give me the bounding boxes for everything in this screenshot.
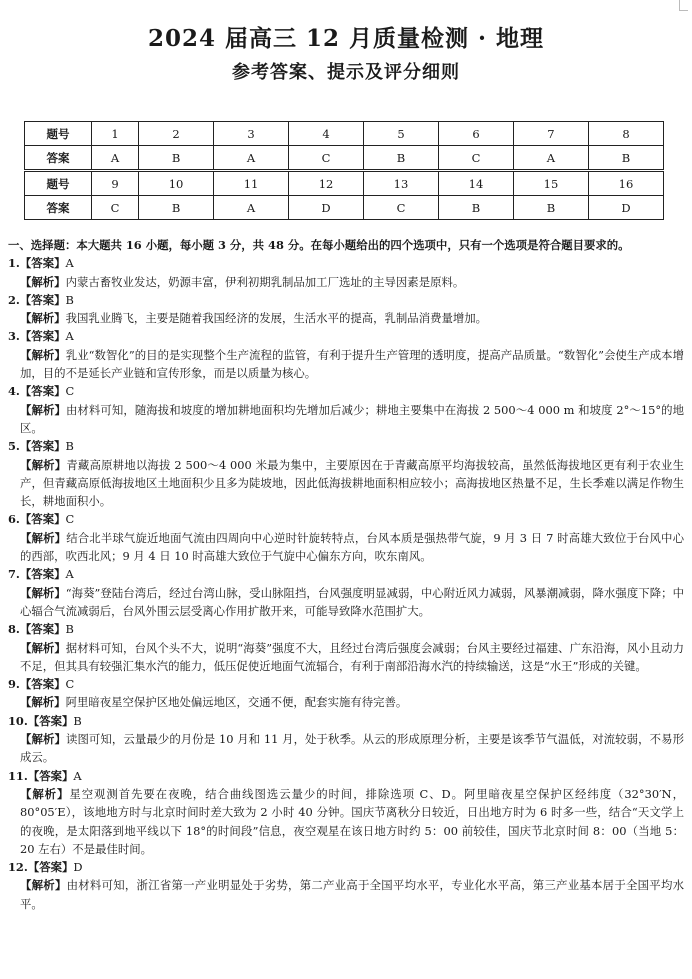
answer-tag: 【答案】 (27, 860, 74, 875)
table-cell: B (139, 146, 214, 171)
question-answer-line (8, 712, 684, 730)
question-answer-line (8, 858, 684, 876)
question-answer-line (8, 291, 684, 309)
answer-value: B (65, 622, 74, 637)
question-analysis (8, 346, 684, 383)
analysis-tag: 【解析】 (20, 732, 66, 747)
answer-value: B (65, 439, 74, 454)
answer-tag: 【答案】 (19, 567, 66, 582)
question-number: 3. (8, 329, 20, 344)
answer-value: A (65, 329, 74, 344)
answer-value: C (65, 512, 75, 527)
analysis-text: 结合北半球气旋近地面气流由四周向中心逆时针旋转特点，台风本质是强热带气旋，9 月 3 日 7 时高雄大致位于台风中心的西部，吹西北风；9 月 4 日 10 时高雄大致位于气旋中心偏东方向，吹东南风。 (20, 530, 684, 564)
answer-value: A (65, 567, 74, 582)
question-analysis (8, 273, 684, 291)
answers-content (8, 236, 684, 913)
question-answer-line (8, 382, 684, 400)
table-cell: 3 (214, 122, 289, 146)
table-row-label: 题号 (25, 171, 92, 196)
question-analysis (8, 401, 684, 438)
answer-value: C (65, 384, 75, 399)
question-analysis (8, 876, 684, 913)
answer-value: D (73, 860, 83, 875)
table-row (25, 196, 664, 220)
analysis-text: 读图可知，云量最少的月份是 10 月和 11 月，处于秋季。从云的形成原理分析，主要是该季节气温低，对流较弱，不易形成云。 (20, 732, 684, 765)
analysis-text: “海葵”登陆台湾后，经过台湾山脉，受山脉阻挡，台风强度明显减弱，中心附近风力减弱，风暴潮减弱，降水强度下降；中心辐合气流减弱后，台风外围云层受离心作用扩散开来，可能导致降水范围扩大。 (20, 585, 684, 618)
analysis-tag: 【解析】 (20, 274, 66, 289)
section-intro: 一、选择题：本大题共 16 小题，每小题 3 分，共 48 分。在每小题给出的四个选项中，只有一个选项是符合题目要求的。 (8, 238, 630, 252)
question-analysis (8, 693, 684, 711)
table-cell: D (588, 196, 663, 220)
answer-value: A (73, 768, 82, 783)
question-analysis (8, 584, 684, 621)
question-analysis (8, 456, 684, 511)
table-row (25, 146, 664, 171)
table-cell: 2 (139, 122, 214, 146)
answer-tag: 【答案】 (19, 512, 66, 527)
answer-table (24, 121, 664, 220)
table-cell: B (139, 196, 214, 220)
table-cell: 6 (438, 122, 513, 146)
table-cell: 14 (438, 171, 513, 196)
answer-tag: 【答案】 (19, 384, 66, 399)
question-analysis (8, 529, 684, 566)
question-analysis (8, 639, 684, 676)
analysis-text: 据材料可知，台风个头不大，说明“海葵”强度不大，且经过台湾后强度会减弱；台风主要经过福建、广东沿海，风小且动力不足，但其具有较强汇集水汽的能力，低压促使近地面气流辐合，有利于南部沿海水汽的持续输送，这是“水王”形成的关键。 (20, 640, 684, 673)
analysis-tag: 【解析】 (20, 457, 67, 472)
answer-tag: 【答案】 (19, 622, 66, 637)
table-cell: C (92, 196, 139, 220)
page-corner-mark (679, 0, 688, 11)
table-cell: 8 (588, 122, 663, 146)
analysis-text: 青藏高原耕地以海拔 2 500～4 000 米最为集中，主要原因在于青藏高原平均海拔较高，虽然低海拔地区更有利于农业生产，但青藏高原低海拔地区土地面积少且多为陡坡地，因此低海拔耕地面积相应较小；高海拔地区热量不足，生长季难以满足作物生长，耕地面积小。 (20, 457, 684, 509)
table-cell: B (513, 196, 588, 220)
question-answer-line (8, 565, 684, 583)
answer-tag: 【答案】 (19, 329, 66, 344)
question-answer-line (8, 675, 684, 693)
analysis-tag: 【解析】 (20, 347, 66, 362)
analysis-tag: 【解析】 (20, 585, 66, 600)
answer-tag: 【答案】 (27, 768, 74, 783)
question-analysis (8, 309, 684, 327)
table-cell: C (364, 196, 439, 220)
question-number: 1. (8, 256, 20, 271)
table-cell: 9 (92, 171, 139, 196)
table-cell: 7 (513, 122, 588, 146)
table-cell: A (214, 196, 289, 220)
table-cell: 10 (139, 171, 214, 196)
question-number: 10. (8, 713, 28, 728)
analysis-text: 内蒙古畜牧业发达，奶源丰富，伊利初期乳制品加工厂选址的主导因素是原料。 (65, 274, 465, 289)
table-cell: B (438, 196, 513, 220)
analysis-text: 乳业“数智化”的目的是实现整个生产流程的监管，有利于提升生产管理的透明度，提高产品质量。“数智化”会使生产成本增加，目的不是延长产业链和宣传形象，而是以质量为核心。 (20, 347, 684, 381)
question-number: 7. (8, 567, 20, 582)
table-row (25, 171, 664, 196)
table-row-label: 题号 (25, 122, 92, 146)
page-subtitle: 参考答案、提示及评分细则 (232, 62, 460, 83)
table-cell: 5 (364, 122, 439, 146)
table-row-label: 答案 (25, 196, 92, 220)
question-analysis (8, 730, 684, 767)
question-number: 11. (8, 768, 28, 783)
question-number: 5. (8, 439, 20, 454)
answer-tag: 【答案】 (19, 677, 66, 692)
answer-value: B (65, 292, 74, 307)
table-cell: 4 (289, 122, 364, 146)
analysis-tag: 【解析】 (20, 695, 66, 710)
table-cell: C (438, 146, 513, 171)
question-answer-line (8, 510, 684, 528)
table-cell: 12 (289, 171, 364, 196)
table-cell: A (214, 146, 289, 171)
analysis-text: 我国乳业腾飞，主要是随着我国经济的发展，生活水平的提高，乳制品消费量增加。 (65, 311, 488, 326)
analysis-text: 阿里暗夜星空保护区地处偏远地区，交通不便，配套实施有待完善。 (65, 695, 408, 710)
table-cell: B (364, 146, 439, 171)
question-list (8, 254, 684, 913)
answer-tag: 【答案】 (19, 439, 66, 454)
page-title: 2024 届高三 12 月质量检测 · 地理 (147, 25, 545, 52)
analysis-tag: 【解析】 (20, 402, 66, 417)
answer-value: B (73, 713, 82, 728)
question-number: 2. (8, 292, 20, 307)
table-cell: 15 (513, 171, 588, 196)
question-number: 6. (8, 512, 20, 527)
answer-value: A (65, 256, 74, 271)
table-cell: 13 (364, 171, 439, 196)
table-cell: D (289, 196, 364, 220)
question-analysis (8, 785, 684, 858)
analysis-tag: 【解析】 (20, 640, 66, 655)
question-answer-line (8, 327, 684, 345)
analysis-text: 由材料可知，随海拔和坡度的增加耕地面积均先增加后减少；耕地主要集中在海拔 2 500～4 000 m 和坡度 2°～15°的地区。 (20, 402, 684, 435)
table-row (25, 122, 664, 146)
answer-tag: 【答案】 (19, 256, 66, 271)
question-answer-line (8, 620, 684, 638)
analysis-tag: 【解析】 (20, 530, 67, 545)
question-answer-line (8, 767, 684, 785)
analysis-tag: 【解析】 (20, 878, 67, 893)
table-cell: B (588, 146, 663, 171)
analysis-text: 星空观测首先要在夜晚，结合曲线图选云量少的时间，排除选项 C、D。阿里暗夜星空保护区经纬度（32°30′N，80°05′E），该地地方时与北京时间时差大致为 2 小时 40 分钟。国庆节离秋分日较近，日出地方时为 6 时多一些，结合“天文学上的夜晚，是太阳落到地平线以下 18°的时间段”信息，夜空观星在该日地方时约 5：00 前较佳，国庆节北京时间 8：00（当地 5：20 左右）不是最佳时间。 (20, 786, 684, 856)
question-number: 8. (8, 622, 20, 637)
question-number: 9. (8, 677, 20, 692)
table-cell: 16 (588, 171, 663, 196)
table-cell: 1 (92, 122, 139, 146)
question-number: 12. (8, 860, 28, 875)
table-cell: C (289, 146, 364, 171)
answer-tag: 【答案】 (27, 713, 74, 728)
table-row-label: 答案 (25, 146, 92, 171)
analysis-text: 由材料可知，浙江省第一产业明显处于劣势，第二产业高于全国平均水平，专业化水平高，第三产业基本居于全国平均水平。 (20, 878, 684, 911)
analysis-tag: 【解析】 (20, 786, 70, 801)
question-answer-line (8, 437, 684, 455)
answer-value: C (65, 677, 75, 692)
answer-tag: 【答案】 (19, 292, 66, 307)
table-cell: A (513, 146, 588, 171)
question-answer-line (8, 254, 684, 272)
question-number: 4. (8, 384, 20, 399)
table-cell: A (92, 146, 139, 171)
analysis-tag: 【解析】 (20, 311, 66, 326)
table-cell: 11 (214, 171, 289, 196)
